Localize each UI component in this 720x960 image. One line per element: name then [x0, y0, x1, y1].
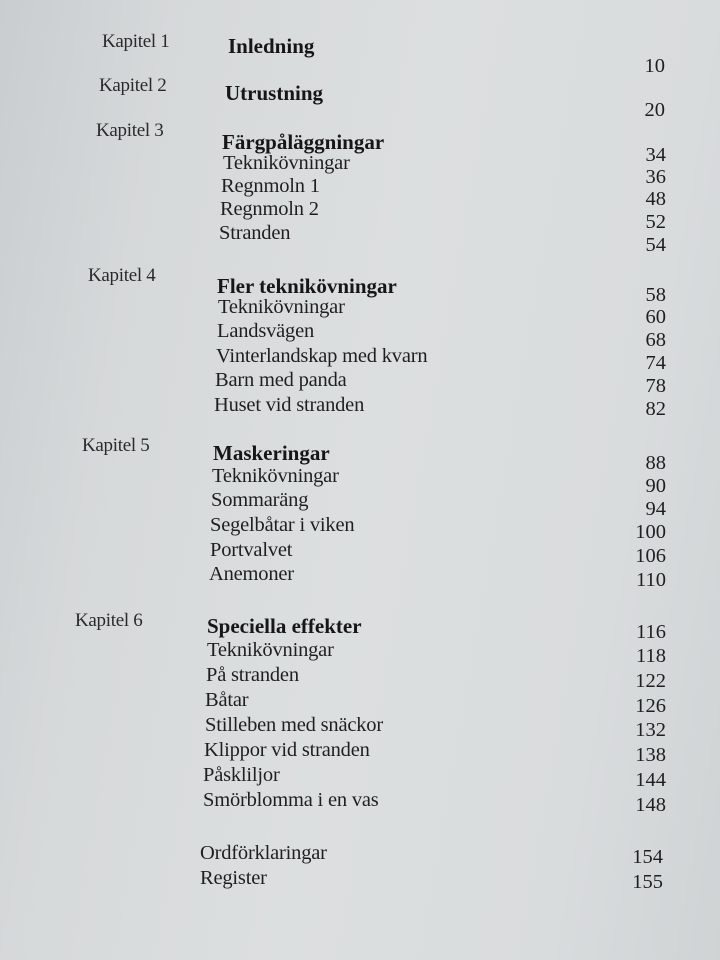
page-number: 90 [645, 475, 666, 497]
section-title: Landsvägen [217, 320, 315, 342]
page-number: 88 [645, 452, 666, 474]
section-title: Portvalvet [210, 539, 293, 561]
section-title: Teknikövningar [218, 296, 345, 318]
page-number: 48 [645, 188, 666, 210]
page-number: 100 [635, 521, 666, 543]
section-title: Sommaräng [211, 489, 309, 511]
section-title: Segelbåtar i viken [210, 514, 355, 536]
chapter-title: Inledning [228, 34, 315, 58]
chapter-label: Kapitel 4 [88, 265, 156, 286]
page-number: 34 [645, 144, 666, 166]
page-number: 155 [632, 871, 663, 893]
page-number: 122 [635, 670, 666, 692]
page-number: 36 [645, 166, 666, 188]
page-number: 144 [635, 769, 666, 791]
page-number: 148 [635, 794, 666, 816]
section-title: Påskliljor [203, 764, 280, 786]
page-number: 54 [645, 234, 666, 256]
page-number: 154 [632, 846, 663, 868]
section-title: Regnmoln 1 [221, 175, 320, 197]
page-number: 116 [636, 621, 666, 643]
page-number: 78 [645, 375, 666, 397]
page-number: 94 [645, 498, 666, 520]
section-title: Båtar [205, 689, 249, 711]
chapter-label: Kapitel 1 [102, 31, 170, 52]
chapter-title: Speciella effekter [207, 614, 362, 638]
chapter-title: Fler teknikövningar [217, 274, 397, 298]
page-number: 74 [645, 352, 666, 374]
section-title: Anemoner [209, 563, 294, 585]
page-number: 118 [636, 645, 666, 667]
section-title: Klippor vid stranden [204, 739, 370, 761]
chapter-title: Maskeringar [213, 441, 330, 465]
page-number: 126 [635, 695, 666, 717]
chapter-label: Kapitel 5 [82, 435, 150, 456]
section-title: Regnmoln 2 [220, 198, 319, 220]
page-number: 132 [635, 719, 666, 741]
section-title: Stranden [219, 222, 291, 244]
chapter-title: Färgpåläggningar [222, 130, 385, 154]
section-title: Huset vid stranden [214, 394, 365, 416]
chapter-label: Kapitel 6 [75, 610, 143, 631]
page-number: 52 [645, 211, 666, 233]
section-title: Teknikövningar [207, 639, 334, 661]
section-title: Teknikövningar [212, 465, 339, 487]
appendix-title: Register [200, 867, 267, 889]
page-number: 20 [644, 99, 665, 121]
section-title: Teknikövningar [223, 152, 350, 174]
page-number: 106 [635, 545, 666, 567]
chapter-title: Utrustning [225, 81, 324, 105]
section-title: Vinterlandskap med kvarn [216, 345, 428, 367]
page-number: 138 [635, 744, 666, 766]
page-number: 68 [645, 329, 666, 351]
page-number: 82 [645, 398, 666, 420]
section-title: Smörblomma i en vas [203, 789, 379, 811]
chapter-label: Kapitel 3 [96, 120, 164, 141]
page-number: 10 [644, 55, 665, 77]
section-title: På stranden [206, 664, 299, 686]
section-title: Stilleben med snäckor [205, 714, 383, 736]
page-number: 110 [636, 569, 666, 591]
page-number: 60 [645, 306, 666, 328]
chapter-label: Kapitel 2 [99, 75, 167, 96]
appendix-title: Ordförklaringar [200, 842, 327, 864]
section-title: Barn med panda [215, 369, 347, 391]
page-number: 58 [645, 284, 666, 306]
